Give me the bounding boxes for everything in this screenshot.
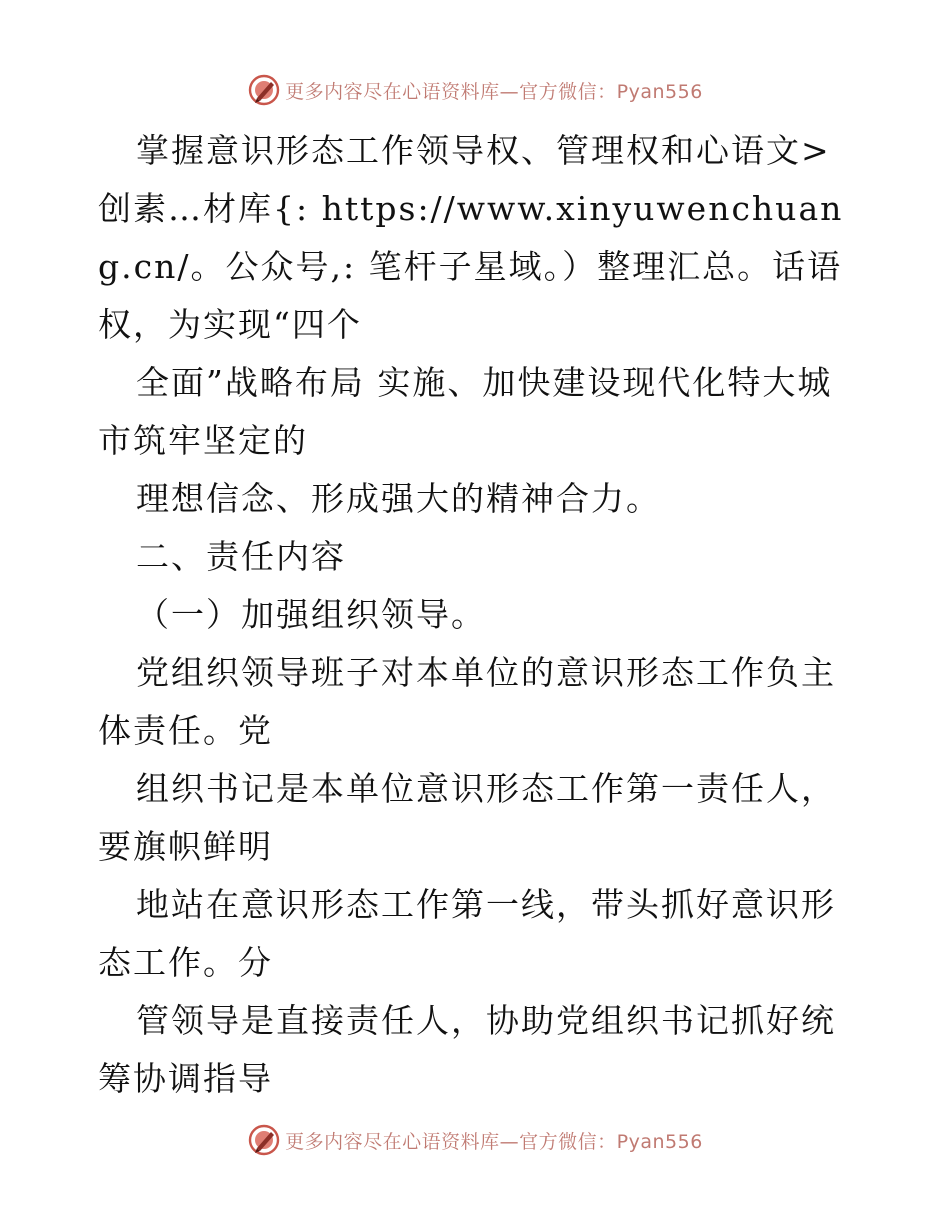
pen-seal-icon (247, 1123, 281, 1157)
document-body (98, 122, 858, 1108)
paragraph: 全面”战略布局 实施、加快建设现代化特大城市筑牢坚定的 (98, 363, 833, 460)
subsection-heading: （一）加强组织领导。 (136, 595, 486, 634)
paragraph: 地站在意识形态工作第一线，带头抓好意识形态工作。分 (98, 885, 836, 982)
paragraph: 管领导是直接责任人，协助党组织书记抓好统筹协调指导 (98, 1001, 836, 1098)
paragraph: 组织书记是本单位意识形态工作第一责任人，要旗帜鲜明 (98, 769, 836, 866)
paragraph: 党组织领导班子对本单位的意识形态工作负主体责任。党 (98, 653, 836, 750)
paragraph: 掌握意识形态工作领导权、管理权和心语文>创素…材库{: https://www.xinyuwenchuang.cn/。公众号,: 笔杆子星域。）整理汇总。话语权，为实现“四个 (98, 131, 844, 344)
watermark-text: 更多内容尽在心语资料库—官方微信：Pyan556 (285, 80, 703, 103)
watermark-header (0, 70, 950, 110)
watermark-text: 更多内容尽在心语资料库—官方微信：Pyan556 (285, 1130, 703, 1153)
watermark-footer (0, 1120, 950, 1160)
paragraph: 理想信念、形成强大的精神合力。 (136, 479, 661, 518)
section-heading: 二、责任内容 (136, 537, 346, 576)
pen-seal-icon (247, 73, 281, 107)
